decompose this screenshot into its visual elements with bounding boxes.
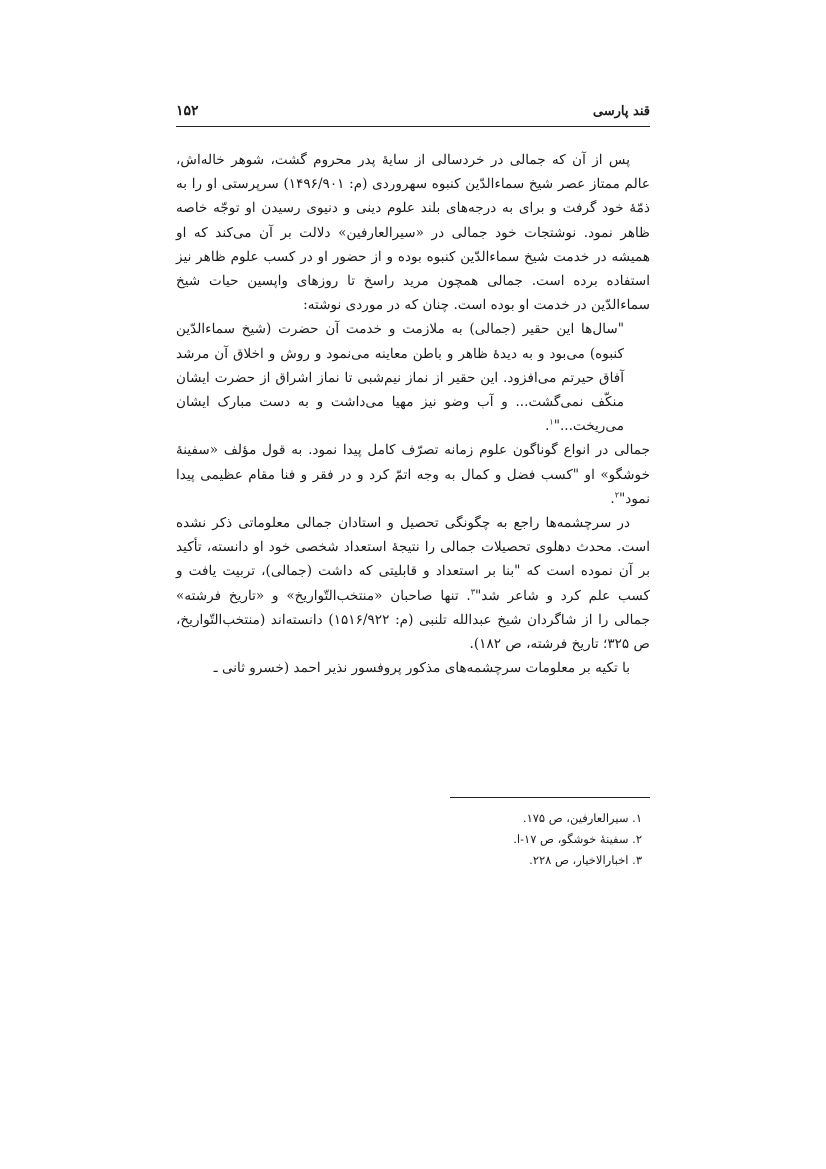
header-rule	[176, 126, 650, 127]
paragraph-2: جمالی در انواع گوناگون علوم زمانه تصرّف کامل پیدا نمود. به قول مؤلف «سفینۀ خوشگو» او "کسب فضل و کمال به وجه اتمّ کرد و در فقر و فنا مقام عظیمی پیدا نمود"$^۲$.	[176, 442, 650, 507]
footnote-1: ۱. سیرالعارفین، ص ۱۷۵.	[522, 811, 642, 825]
footnote-mark-3: ۳	[470, 587, 476, 597]
paragraph-2-text: جمالی در انواع گوناگون علوم زمانه تصرّف کامل پیدا نمود. به قول مؤلف «سفینۀ خوشگو» او "کسب فضل و کمال به وجه اتمّ کرد و در فقر و فنا مقام عظیمی پیدا نمود"	[176, 442, 650, 507]
body-text	[176, 148, 650, 680]
footnote-rule	[450, 797, 650, 798]
footnote-2: ۲. سفینۀ خوشگو، ص ۱۷-ا.	[513, 832, 642, 846]
paragraph-3: در سرچشمه‌ها راجع به چگونگی تحصیل و استادان جمالی معلوماتی ذکر نشده است. محدث دهلوی تحصیلات جمالی را نتیجۀ استعداد شخصی خود او دانسته، تأکید بر آن نموده است که "بنا بر استعداد و قابلیتی که داشت (جمالی)، تربیت یافت و کسب علم کرد و شاعر شد"$^۳$. تنها صاحبان «منتخب‌التّواریخ» و «تاریخ فرشته» جمالی را از شاگردان شیخ عبدالله تلنبی (م: ۱۵۱۶/۹۲۲) دانسته‌اند (منتخب‌التّواریخ، ص ۳۲۵؛ تاریخ فرشته، ص ۱۸۲).	[176, 515, 651, 653]
footnote-3: ۳. اخبارالاخیار، ص ۲۲۸.	[529, 853, 642, 867]
paragraph-1: پس از آن که جمالی در خردسالی از سایۀ پدر محروم گشت، شوهر خاله‌اش، عالم ممتاز عصر شیخ سماءالدّین کنبوه سهروردی (م: ۱۴۹۶/۹۰۱) سرپرستی او را به ذمّۀ خود گرفت و برای به درجه‌های بلند علوم دینی و دنیوی رسیدن او توجّه خاصه ظاهر نمود. نوشتجات خود جمالی در «سیرالعارفین» دلالت بر آن می‌کند که او همیشه در خدمت شیخ سماءالدّین کنبوه بوده و از حضور او در کسب علوم ظاهر نیز استفاده برده است. جمالی همچون مرید راسخ تا روزهای واپسین حیات شیخ سماءالدّین در خدمت او بوده است. چنان که در موردی نوشته:	[176, 152, 650, 314]
paragraph-3-continuation: تنها صاحبان «منتخب‌التّواریخ» و «تاریخ فرشته» جمالی را از شاگردان شیخ عبدالله تلنبی (م: ۱۵۱۶/۹۲۲) دانسته‌اند (منتخب‌التّواریخ، ص ۳۲۵؛ تاریخ فرشته، ص ۱۸۲).	[176, 587, 651, 653]
block-quote-end: .	[545, 418, 550, 435]
footnote-mark-2: ۲	[614, 490, 620, 500]
page-header	[176, 96, 650, 124]
paragraph-4: با تکیه بر معلومات سرچشمه‌های مذکور پروفسور نذیر احمد (خسرو ثانی ـ	[213, 660, 630, 677]
footnotes	[176, 808, 650, 871]
running-title: قند پارسی	[592, 104, 650, 119]
page-number: ۱۵۲	[176, 103, 199, 119]
block-quote-text: "سال‌ها این حقیر (جمالی) به ملازمت و خدمت آن حضرت (شیخ سماءالدّین کنبوه) می‌بود و به دیدۀ ظاهر و باطن معاینه می‌نمود و روش و اخلاق آن مرشد آفاق حیرتم می‌افزود. این حقیر از نماز نیم‌شبی تا نماز اشراق از حضرت ایشان منکّف نمی‌گشت... و آب وضو نیز مهیا می‌داشت و به دست مبارک ایشان می‌ریخت..."	[176, 321, 624, 435]
paragraph-3-text: در سرچشمه‌ها راجع به چگونگی تحصیل و استادان جمالی معلوماتی ذکر نشده است. محدث دهلوی تحصیلات جمالی را نتیجۀ استعداد شخصی خود او دانسته، تأکید بر آن نموده است که "بنا بر استعداد و قابلیتی که داشت (جمالی)، تربیت یافت و کسب علم کرد و شاعر شد"	[176, 515, 650, 604]
footnote-mark-1: ۱	[549, 417, 554, 427]
block-quote	[176, 317, 650, 438]
